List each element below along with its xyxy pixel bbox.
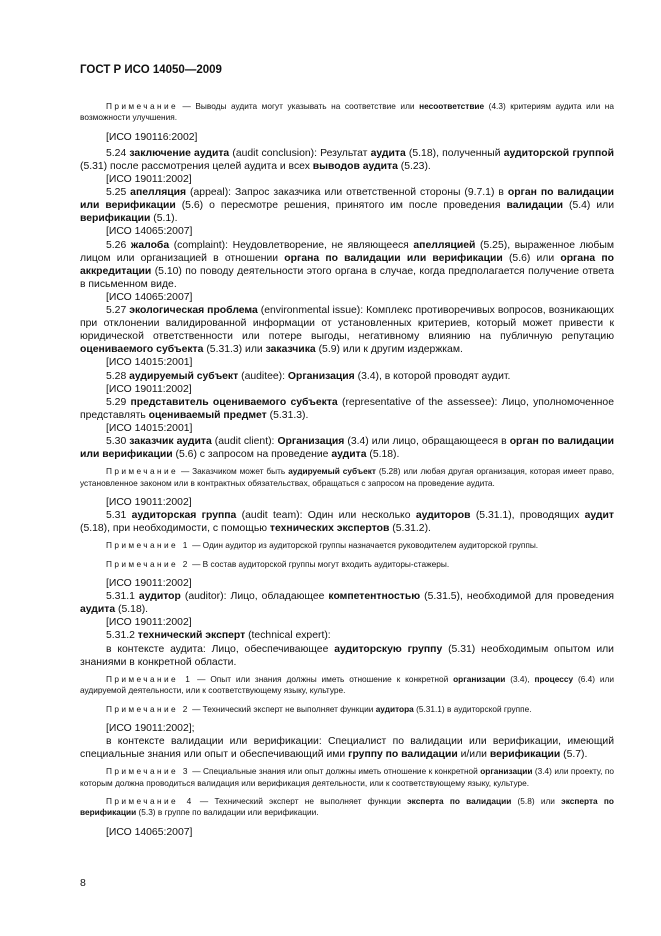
source-reference: [ИСО 19011:2002] <box>106 578 192 590</box>
term-entry-5-30: 5.30 заказчик аудита (audit client): Организация (3.4) или лицо, обращающееся в орган по валидации или верификации (5.6) с запросом на проведение аудита (5.18). <box>80 435 615 461</box>
note: Примечание — Заказчиком может быть аудируемый субъект (5.28) или любая другая организация, которая имеет право, установленное законом или в контрактных обязательствах, обращаться с запросом на проведение аудита. <box>80 466 615 488</box>
document-body <box>80 96 614 839</box>
context-definition: в контексте аудита: Лицо, обеспечивающее аудиторскую группу (5.31) необходимым опытом или знаниями в конкретной области. <box>80 643 614 668</box>
note: Примечание — Выводы аудита могут указывать на соответствие или несоответствие (4.3) критериям аудита или на возможности улучшения. <box>80 101 614 123</box>
note: Примечание 2 — В состав аудиторской группы могут входить аудиторы-стажеры. <box>106 558 450 569</box>
source-reference: [ИСО 19011:2002]; <box>106 722 195 734</box>
source-reference: [ИСО 19011:2002] <box>106 617 192 629</box>
source-reference: [ИСО 14015:2001] <box>106 357 193 369</box>
note: Примечание 1 — Один аудитор из аудиторской группы назначается руководителем аудиторской группы. <box>106 540 539 551</box>
term-entry-5-29: 5.29 представитель оцениваемого субъекта (representative of the assessee): Лицо, уполномоченное представлять оцениваемый предмет (5.31.3). <box>80 396 614 421</box>
note: Примечание 1 — Опыт или знания должны иметь отношение к конкретной организации (3.4), процессу (6.4) или аудируемой деятельности, или к соответствующему языку, культуре. <box>80 673 614 696</box>
source-reference: [ИСО 19011:2002] <box>106 383 192 395</box>
source-reference: [ИСО 14015:2001] <box>106 422 193 434</box>
term-entry-5-31-2: 5.31.2 технический эксперт (technical expert): <box>106 630 331 642</box>
term-entry-5-31: 5.31 аудиторская группа (audit team): Один или несколько аудиторов (5.31.1), проводящих аудит (5.18), при необходимости, с помощью технических экспертов (5.31.2). <box>80 510 614 535</box>
term-entry-5-31-1: 5.31.1 аудитор (auditor): Лицо, обладающее компетентностью (5.31.5), необходимой для проведения аудита (5.18). <box>80 591 614 616</box>
term-entry-5-25: 5.25 апелляция (appeal): Запрос заказчика или ответственной стороны (9.7.1) в орган по валидации или верификации (5.6) о пересмотре решения, принятого им после проведения валидации (5.4) или верификации (5.1). <box>80 187 615 225</box>
source-reference: [ИСО 19011:2002] <box>106 496 192 508</box>
source-reference: [ИСО 14065:2007] <box>106 826 193 838</box>
source-reference: [ИСО 190116:2002] <box>106 131 198 143</box>
page-number: 8 <box>80 877 86 889</box>
source-reference: [ИСО 19011:2002] <box>106 174 192 186</box>
document-header: ГОСТ Р ИСО 14050—2009 <box>80 64 222 76</box>
note: Примечание 4 — Технический эксперт не выполняет функции эксперта по валидации (5.8) или эксперта по верификации (5.3) в группе по валидации или верификации. <box>80 796 614 818</box>
context-definition: в контексте валидации или верификации: Специалист по валидации или верификации, имеющий специальные знания или опыт и обеспечивающий ими группу по валидации и/или верификации (5.7). <box>80 736 614 761</box>
term-entry-5-24: 5.24 заключение аудита (audit conclusion): Результат аудита (5.18), полученный аудиторской группой (5.31) после рассмотрения целей аудита и всех выводов аудита (5.23). <box>80 147 614 172</box>
term-entry-5-26: 5.26 жалоба (complaint): Неудовлетворение, не являющееся апелляцией (5.25), выраженное любым лицом или организацией в отношении органа по валидации или верификации (5.6) или органа по аккредитации (5.10) по поводу деятельности этого органа в случае, когда предполагается получение ответа в письменном виде. <box>80 239 615 290</box>
note: Примечание 2 — Технический эксперт не выполняет функции аудитора (5.31.1) в аудиторской группе. <box>106 703 532 714</box>
term-entry-5-27: 5.27 экологическая проблема (environmental issue): Комплекс противоречивых вопросов, возникающих при отклонении валидированной информации от установленных критериев, который может привести к юридической ответственности или потере выгоды, негативному влиянию на публичную репутацию оцениваемого субъекта (5.31.3) или заказчика (5.9) или к другим издержкам. <box>80 305 614 356</box>
source-reference: [ИСО 14065:2007] <box>106 226 193 238</box>
term-entry-5-28: 5.28 аудируемый субъект (auditee): Организация (3.4), в которой проводят аудит. <box>106 370 511 382</box>
note: Примечание 3 — Специальные знания или опыт должны иметь отношение к конкретной организации (3.4) или проекту, по которым должна проводиться валидация или верификация деятельности, или к соответствующему языку, культуре. <box>80 766 614 788</box>
source-reference: [ИСО 14065:2007] <box>106 291 193 303</box>
